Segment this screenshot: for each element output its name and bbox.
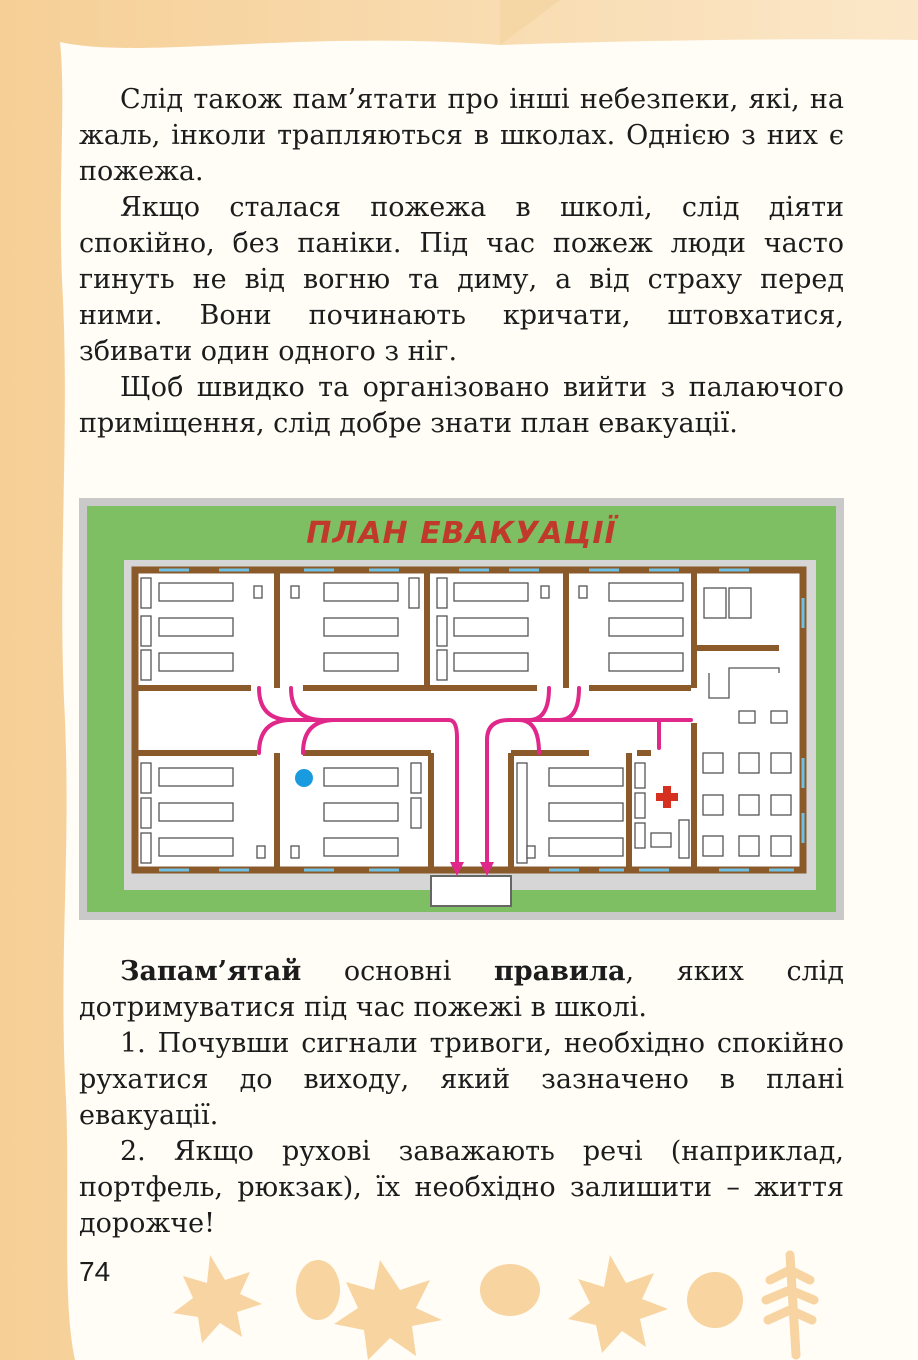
rule-2: 2. Якщо рухові заважають речі (наприклад, портфель, рюкзак), їх необхідно залишити – життя дорожче! bbox=[79, 1136, 844, 1239]
page-number: 74 bbox=[79, 1256, 111, 1287]
paragraph-fire-behaviour: Якщо сталася пожежа в школі, слід діяти спокійно, без паніки. Під час пожеж люди часто гинуть не від вогню та диму, а від страху перед ними. Вони починають кричати, штовхатися, збивати один одного з ніг. bbox=[79, 192, 844, 367]
rules-intro bbox=[79, 954, 844, 1026]
building-outline bbox=[135, 570, 803, 870]
paragraph-dangers: Слід також пам’ятати про інші небезпеки, які, на жаль, інколи трапляються в школах. Однією з них є пожежа. bbox=[79, 84, 844, 187]
paragraph-evacuation-plan: Щоб швидко та організовано вийти з палаючого приміщення, слід добре знати план евакуації. bbox=[79, 372, 844, 439]
rule-1: 1. Почувши сигнали тривоги, необхідно спокійно рухатися до виходу, який зазначено в плані евакуації. bbox=[79, 1028, 844, 1131]
evacuation-plan-title: ПЛАН ЕВАКУАЦІЇ bbox=[306, 516, 617, 551]
evacuation-plan bbox=[79, 498, 844, 920]
remember-word: Запам’ятай bbox=[120, 956, 302, 987]
rules-word: правила bbox=[494, 956, 626, 987]
exit-doorway bbox=[431, 876, 511, 906]
rules-intro-mid: основні bbox=[301, 956, 495, 987]
rules-intro-rest: , яких слід дотримуватися під час пожежі в школі. bbox=[79, 956, 844, 1023]
evacuation-plan-drawing bbox=[79, 498, 844, 920]
you-are-here-icon bbox=[295, 769, 313, 787]
